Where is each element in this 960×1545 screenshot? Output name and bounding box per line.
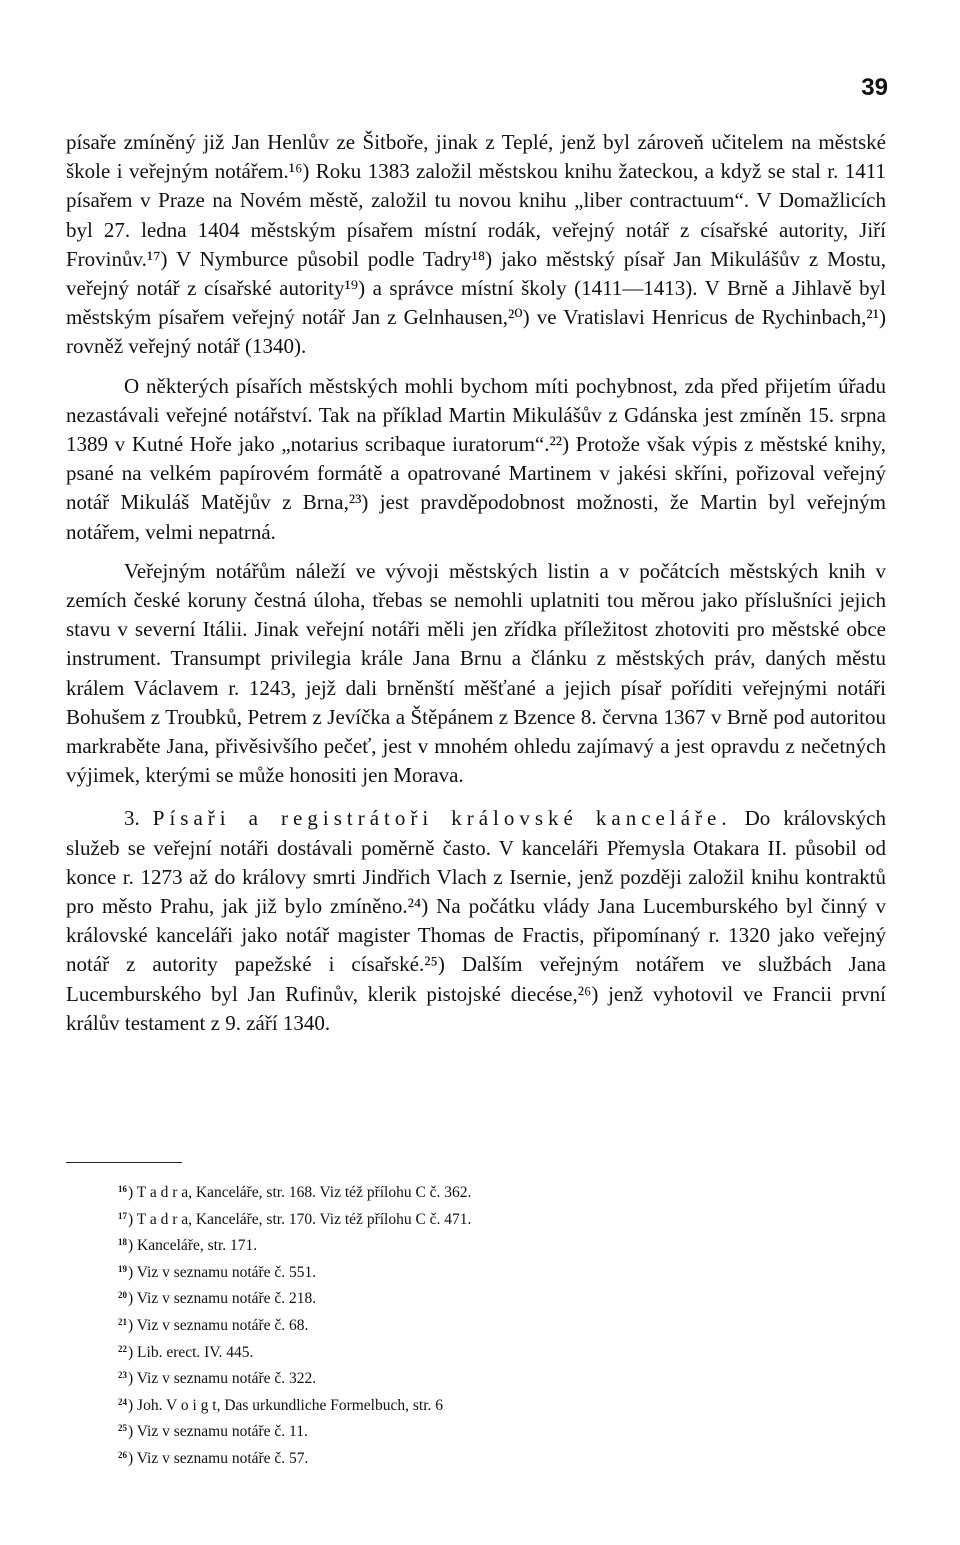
footnote: $^{20}$) Viz v seznamu notáře č. 218. [118,1290,317,1308]
footnote-text: Kanceláře, str. 171. [137,1237,258,1255]
footnote-number: 26 [118,1449,127,1460]
section-heading: Písaři a registrátoři královské kanceláře. [152,806,732,831]
main-text [66,128,886,1038]
footnote-text: Viz v seznamu notáře č. 218. [136,1290,317,1308]
footnote-separator [66,1162,182,1163]
footnote-text: Joh. V o i g t, Das urkundliche Formelbuch, str. 6 [137,1396,444,1414]
footnote-text: Viz v seznamu notáře č. 68. [136,1316,309,1334]
footnote-text: Lib. erect. IV. 445. [137,1343,254,1361]
footnote: $^{22}$) Lib. erect. IV. 445. [118,1343,254,1361]
footnote-text: Viz v seznamu notáře č. 322. [136,1370,317,1388]
footnote-number: 17 [118,1210,127,1221]
footnote-number: 25 [118,1423,127,1434]
footnote: $^{18}$) Kanceláře, str. 171. [118,1237,258,1255]
footnote: $^{21}$) Viz v seznamu notáře č. 68. [118,1316,309,1334]
footnote-number: 20 [118,1290,127,1301]
section-text: Do královských služeb se veřejní notáři dostávali poměrně často. V kanceláři Přemysla Otakara II. působil od konce r. 1273 až do královy smrti Jindřich Vlach z Isernie, jenž později založil knihu kontraktů pro město Prahu, jak již bylo zmíněno.²⁴) Na počátku vlády Jana Lucemburského byl činný v královské kanceláři jako notář magister Thomas de Fractis, připomínaný r. 1320 jako veřejný notář z autority papežské i císařské.²⁵) Dalším veřejným notářem ve službách Jana Lucemburského byl Jan Rufinův, klerik pistojské diecése,²⁶) jenž vyhotovil ve Francii první králův testament z 9. září 1340. [66,806,886,1035]
footnote-text: Viz v seznamu notáře č. 57. [136,1449,309,1467]
section-3 [66,804,886,1038]
footnotes [118,1178,818,1471]
footnote-text: T a d r a, Kanceláře, str. 168. Viz též přílohu C č. 362. [136,1184,472,1201]
paragraph-2: O některých písařích městských mohli bychom míti pochybnost, zda před přijetím úřadu nezastávali veřejné notářství. Tak na příklad Martin Mikulášův z Gdánska jest zmíněn 15. srpna 1389 v Kutné Hoře jako „notarius scribaque iuratorum“.²²) Protože však výpis z městské knihy, psané na velkém papírovém formátě a opatrované Martinem v jakési skříni, pořizoval veřejný notář Mikuláš Matějův z Brna,²³) jest pravděpodobnost možnosti, že Martin byl veřejným notářem, velmi nepatrná. [66,373,886,544]
paragraph-1: písaře zmíněný již Jan Henlův ze Šitboře, jinak z Teplé, jenž byl zároveň učitelem na městské škole i veřejným notářem.¹⁶) Roku 1383 založil městskou knihu žateckou, a když se stal r. 1411 písařem v Praze na Novém městě, založil tu novou knihu „liber contractuum“. V Domažlicích byl 27. ledna 1404 městským písařem místní rodák, veřejný notář z císařské autority, Jiří Frovinův.¹⁷) V Nymburce působil podle Tadry¹⁸) jako městský písař Jan Mikulášův z Mostu, veřejný notář z císařské autority¹⁹) a správce místní školy (1411—1413). V Brně a Jihlavě byl městským písařem veřejný notář Jan z Gelnhausen,²⁰) ve Vratislavi Henricus de Rychinbach,²¹) rovněž veřejný notář (1340). [66,130,886,359]
footnote: $^{19}$) Viz v seznamu notáře č. 551. [118,1263,317,1281]
footnote-number: 24 [118,1396,127,1407]
footnote-number: 21 [118,1316,127,1327]
section-number: 3. [124,806,140,831]
paragraph-3: Veřejným notářům náleží ve vývoji městských listin a v počátcích městských knih v zemích české koruny čestná úloha, třebas se nemohli uplatniti tou měrou jako příslušníci jejich stavu v severní Itálii. Jinak veřejní notáři měli jen zřídka příležitost zhotoviti pro městské obce instrument. Transumpt privilegia krále Jana Brnu a článku z městských práv, daných městu králem Václavem r. 1243, jejž dali brněnští měšťané a jejich písař poříditi veřejnými notáři Bohušem z Troubků, Petrem z Jevíčka a Štěpánem z Bzence 8. června 1367 v Brně pod autoritou markraběte Jana, přivěsivšího pečeť, jest v mnohém ohledu zajímavý a jest opravdu z nečetných výjimek, kterými se může honositi jen Morava. [66,558,886,788]
footnote: $^{17}$) T a d r a, Kanceláře, str. 170. Viz též přílohu C č. 471. [118,1210,472,1228]
footnote-text: Viz v seznamu notáře č. 551. [136,1263,317,1281]
footnote-number: 22 [118,1343,127,1354]
page-number: 39 [861,74,888,101]
footnote-number: 23 [118,1370,127,1381]
footnote-text: Viz v seznamu notáře č. 11. [136,1423,308,1441]
footnote-number: 18 [118,1237,127,1248]
footnote: $^{25}$) Viz v seznamu notáře č. 11. [118,1423,308,1441]
footnote-number: 16 [118,1184,127,1194]
footnote-text: T a d r a, Kanceláře, str. 170. Viz též přílohu C č. 471. [136,1210,472,1228]
footnote: $^{26}$) Viz v seznamu notáře č. 57. [118,1449,309,1467]
footnote: $^{16}$) T a d r a, Kanceláře, str. 168. Viz též přílohu C č. 362. [118,1184,472,1201]
footnote-number: 19 [118,1263,127,1274]
footnote: $^{24}$) Joh. V o i g t, Das urkundliche Formelbuch, str. 6 [118,1396,444,1414]
footnote: $^{23}$) Viz v seznamu notáře č. 322. [118,1370,317,1388]
